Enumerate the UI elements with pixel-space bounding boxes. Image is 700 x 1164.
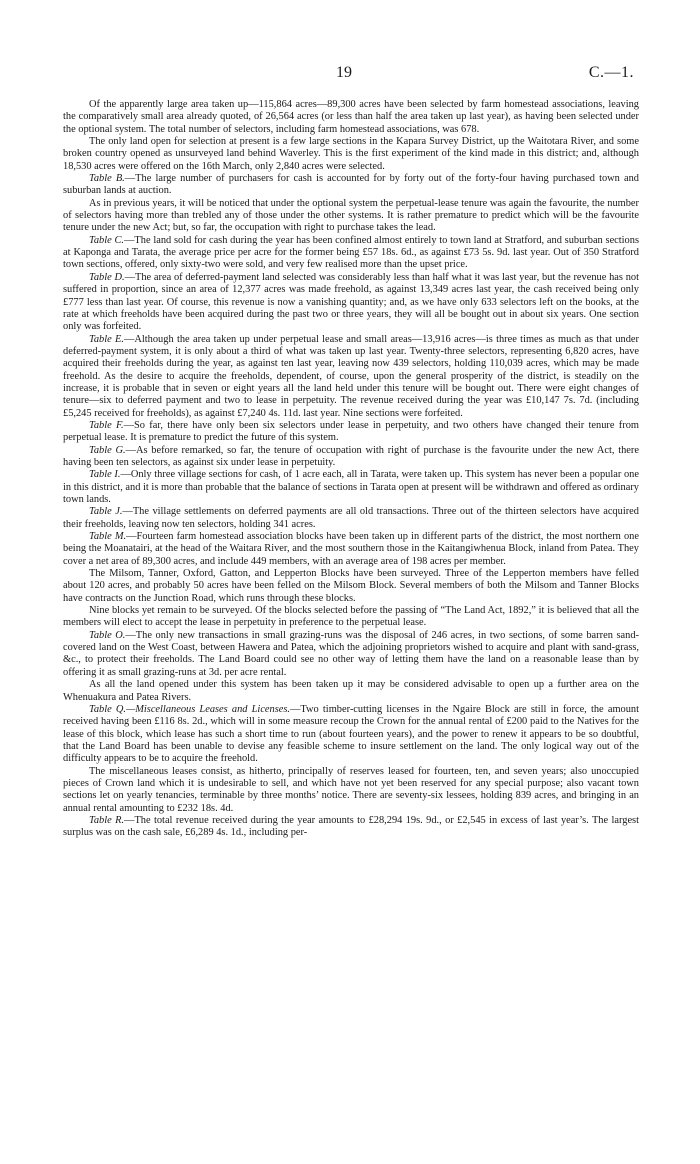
page-number: 19 [336, 64, 352, 81]
page-header [0, 64, 700, 84]
paragraph: Table Q.—Miscellaneous Leases and Licenses.—Two timber-cutting licenses in the Ngaire Block are still in force, the amount received having been £116 8s. 2d., which will in some measure recoup the Crown for the annual rental of £200 paid to the Natives for the lease of this block, which lease has such a short time to run (about fourteen years), and the power to renew it appears to be so doubtful, that the Land Board has been unable to devise any feasible scheme to insure settlement on the land. The only logical way out of the difficulty appears to be to acquire the freehold. [63, 703, 639, 765]
paragraph: Table O.—The only new transactions in small grazing-runs was the disposal of 246 acres, in two sections, of some barren sand-covered land on the West Coast, between Hawera and Patea, which the adjoining proprietors wished to acquire and plant with sand-grass, &c., to protect their freeholds. The Land Board could see no other way of letting them have the land on a reasonable lease than by offering it as small grazing-runs at 3d. per acre rental. [63, 629, 639, 678]
paragraph: Table G.—As before remarked, so far, the tenure of occupation with right of purchase is the favourite under the new Act, there having been ten selectors, as against six under lease in perpetuity. [63, 444, 639, 468]
paragraph: The Milsom, Tanner, Oxford, Gatton, and Lepperton Blocks have been surveyed. Three of the Lepperton members have felled about 120 acres, and probably 50 acres have been felled on the Milsom Block. Several members of both the Milsom and Tanner Blocks have contracts on the Junction Road, which runs through these blocks. [63, 568, 639, 604]
document-reference: C.—1. [588, 64, 634, 81]
paragraph: Table F.—So far, there have only been six selectors under lease in perpetuity, and two others have changed their tenure from perpetual lease. It is premature to predict the future of this system. [63, 419, 639, 444]
paragraph: Of the apparently large area taken up—115,864 acres—89,300 acres have been selected by farm homestead associations, leaving the comparatively small area already quoted, of 26,564 acres (or less than half the area taken up last year), as having been selected under the optional system. The total number of selectors, including farm homestead associations, was 678. [63, 99, 639, 135]
paragraph: As in previous years, it will be noticed that under the optional system the perpetual-lease tenure was again the favourite, the number of selectors having more than trebled any of those under the other systems. It is rather premature to predict which will be the favourite tenure under the new Act; but, so far, the occupation with right to purchase takes the lead. [63, 197, 639, 234]
paragraph: Table D.—The area of deferred-payment land selected was considerably less than half what it was last year, but the revenue has not suffered in proportion, since an area of 12,377 acres was made freehold, as against 13,349 acres last year, the cash received being only £777 less than last year. Of course, this revenue is now a vanishing quantity; and, as we have only 633 selectors left on the books, at the rate at which freeholds have been acquired during the past two or three years, they will all be bought out in about six years. One section only was forfeited. [63, 271, 639, 333]
paragraph: Table B.—The large number of purchasers for cash is accounted for by forty out of the forty-four having purchased town and suburban lands at auction. [63, 173, 639, 197]
paragraph: The miscellaneous leases consist, as hitherto, principally of reserves leased for fourteen, ten, and seven years; also unoccupied pieces of Crown land which it is undesirable to sell, and which have not yet been reserved for any special purpose; also vacant town sections let on yearly tenancies, terminable by three months’ notice. There are seventy-six lessees, holding 839 acres, and bringing in an annual rental amounting to £232 18s. 4d. [63, 765, 639, 814]
paragraph: Table I.—Only three village sections for cash, of 1 acre each, all in Tarata, were taken up. This system has never been a popular one in this district, and it is more than probable that the balance of sections in Tarata open at present will be withdrawn and offered as ordinary town lands. [63, 469, 639, 505]
paragraph: The only land open for selection at present is a few large sections in the Kapara Survey District, up the Waitotara River, and some broken country opened as unsurveyed land behind Waverley. This is the first experiment of the kind made in this district; and, although 18,530 acres were offered on the 16th March, only 2,840 acres were selected. [63, 136, 639, 172]
paragraph: Table R.—The total revenue received during the year amounts to £28,294 19s. 9d., or £2,545 in excess of last year’s. The largest surplus was on the cash sale, £6,289 4s. 1d., including per- [63, 814, 639, 839]
paragraph: Nine blocks yet remain to be surveyed. Of the blocks selected before the passing of “The Land Act, 1892,” it is believed that all the members will elect to accept the lease in perpetuity in preference to the perpetual lease. [63, 605, 639, 629]
paragraph: Table C.—The land sold for cash during the year has been confined almost entirely to town land at Stratford, and suburban sections at Kaponga and Tarata, the average price per acre for the former being £57 18s. 6d., as against £73 5s. 9d. last year. Out of 350 Stratford town sections, offered, only sixty-two were sold, and very few realised more than the upset price. [63, 234, 639, 271]
paragraph: Table J.—The village settlements on deferred payments are all old transactions. Three out of the thirteen selectors have acquired their freeholds, leaving now ten selectors, holding 341 acres. [63, 506, 639, 530]
paragraph: As all the land opened under this system has been taken up it may be considered advisable to open up a further area on the Whenuakura and Patea Rivers. [63, 679, 639, 703]
paragraph: Table M.—Fourteen farm homestead association blocks have been taken up in different parts of the district, the most northern one being the Moanatairi, at the head of the Waitara River, and the most southern those in the Kaitangiwhenua Block, inland from Patea. They cover a net area of 89,300 acres, and include 449 members, with an average area of 198 acres per member. [63, 531, 639, 567]
paragraph: Table E.—Although the area taken up under perpetual lease and small areas—13,916 acres—is three times as much as that under deferred-payment system, it is only about a third of what was taken up last year. Twenty-three selectors, representing 6,820 acres, have acquired their freeholds during the year, as against ten last year, leaving now 439 selectors, holding 110,039 acres, which may be made freehold. As the desire to acquire the freeholds, dependent, of course, upon the general prosperity of the district, is steadily on the increase, it is probable that in seven or eight years all the land held under this tenure will be bought out. There were eight changes of tenure—six to deferred payment and two to lease in perpetuity. The revenue received during the year was £10,147 7s. 7d. (including £5,245 received for freeholds), as against £7,240 4s. 11d. last year. Nine sections were forfeited. [63, 333, 639, 419]
body-text [63, 99, 639, 840]
